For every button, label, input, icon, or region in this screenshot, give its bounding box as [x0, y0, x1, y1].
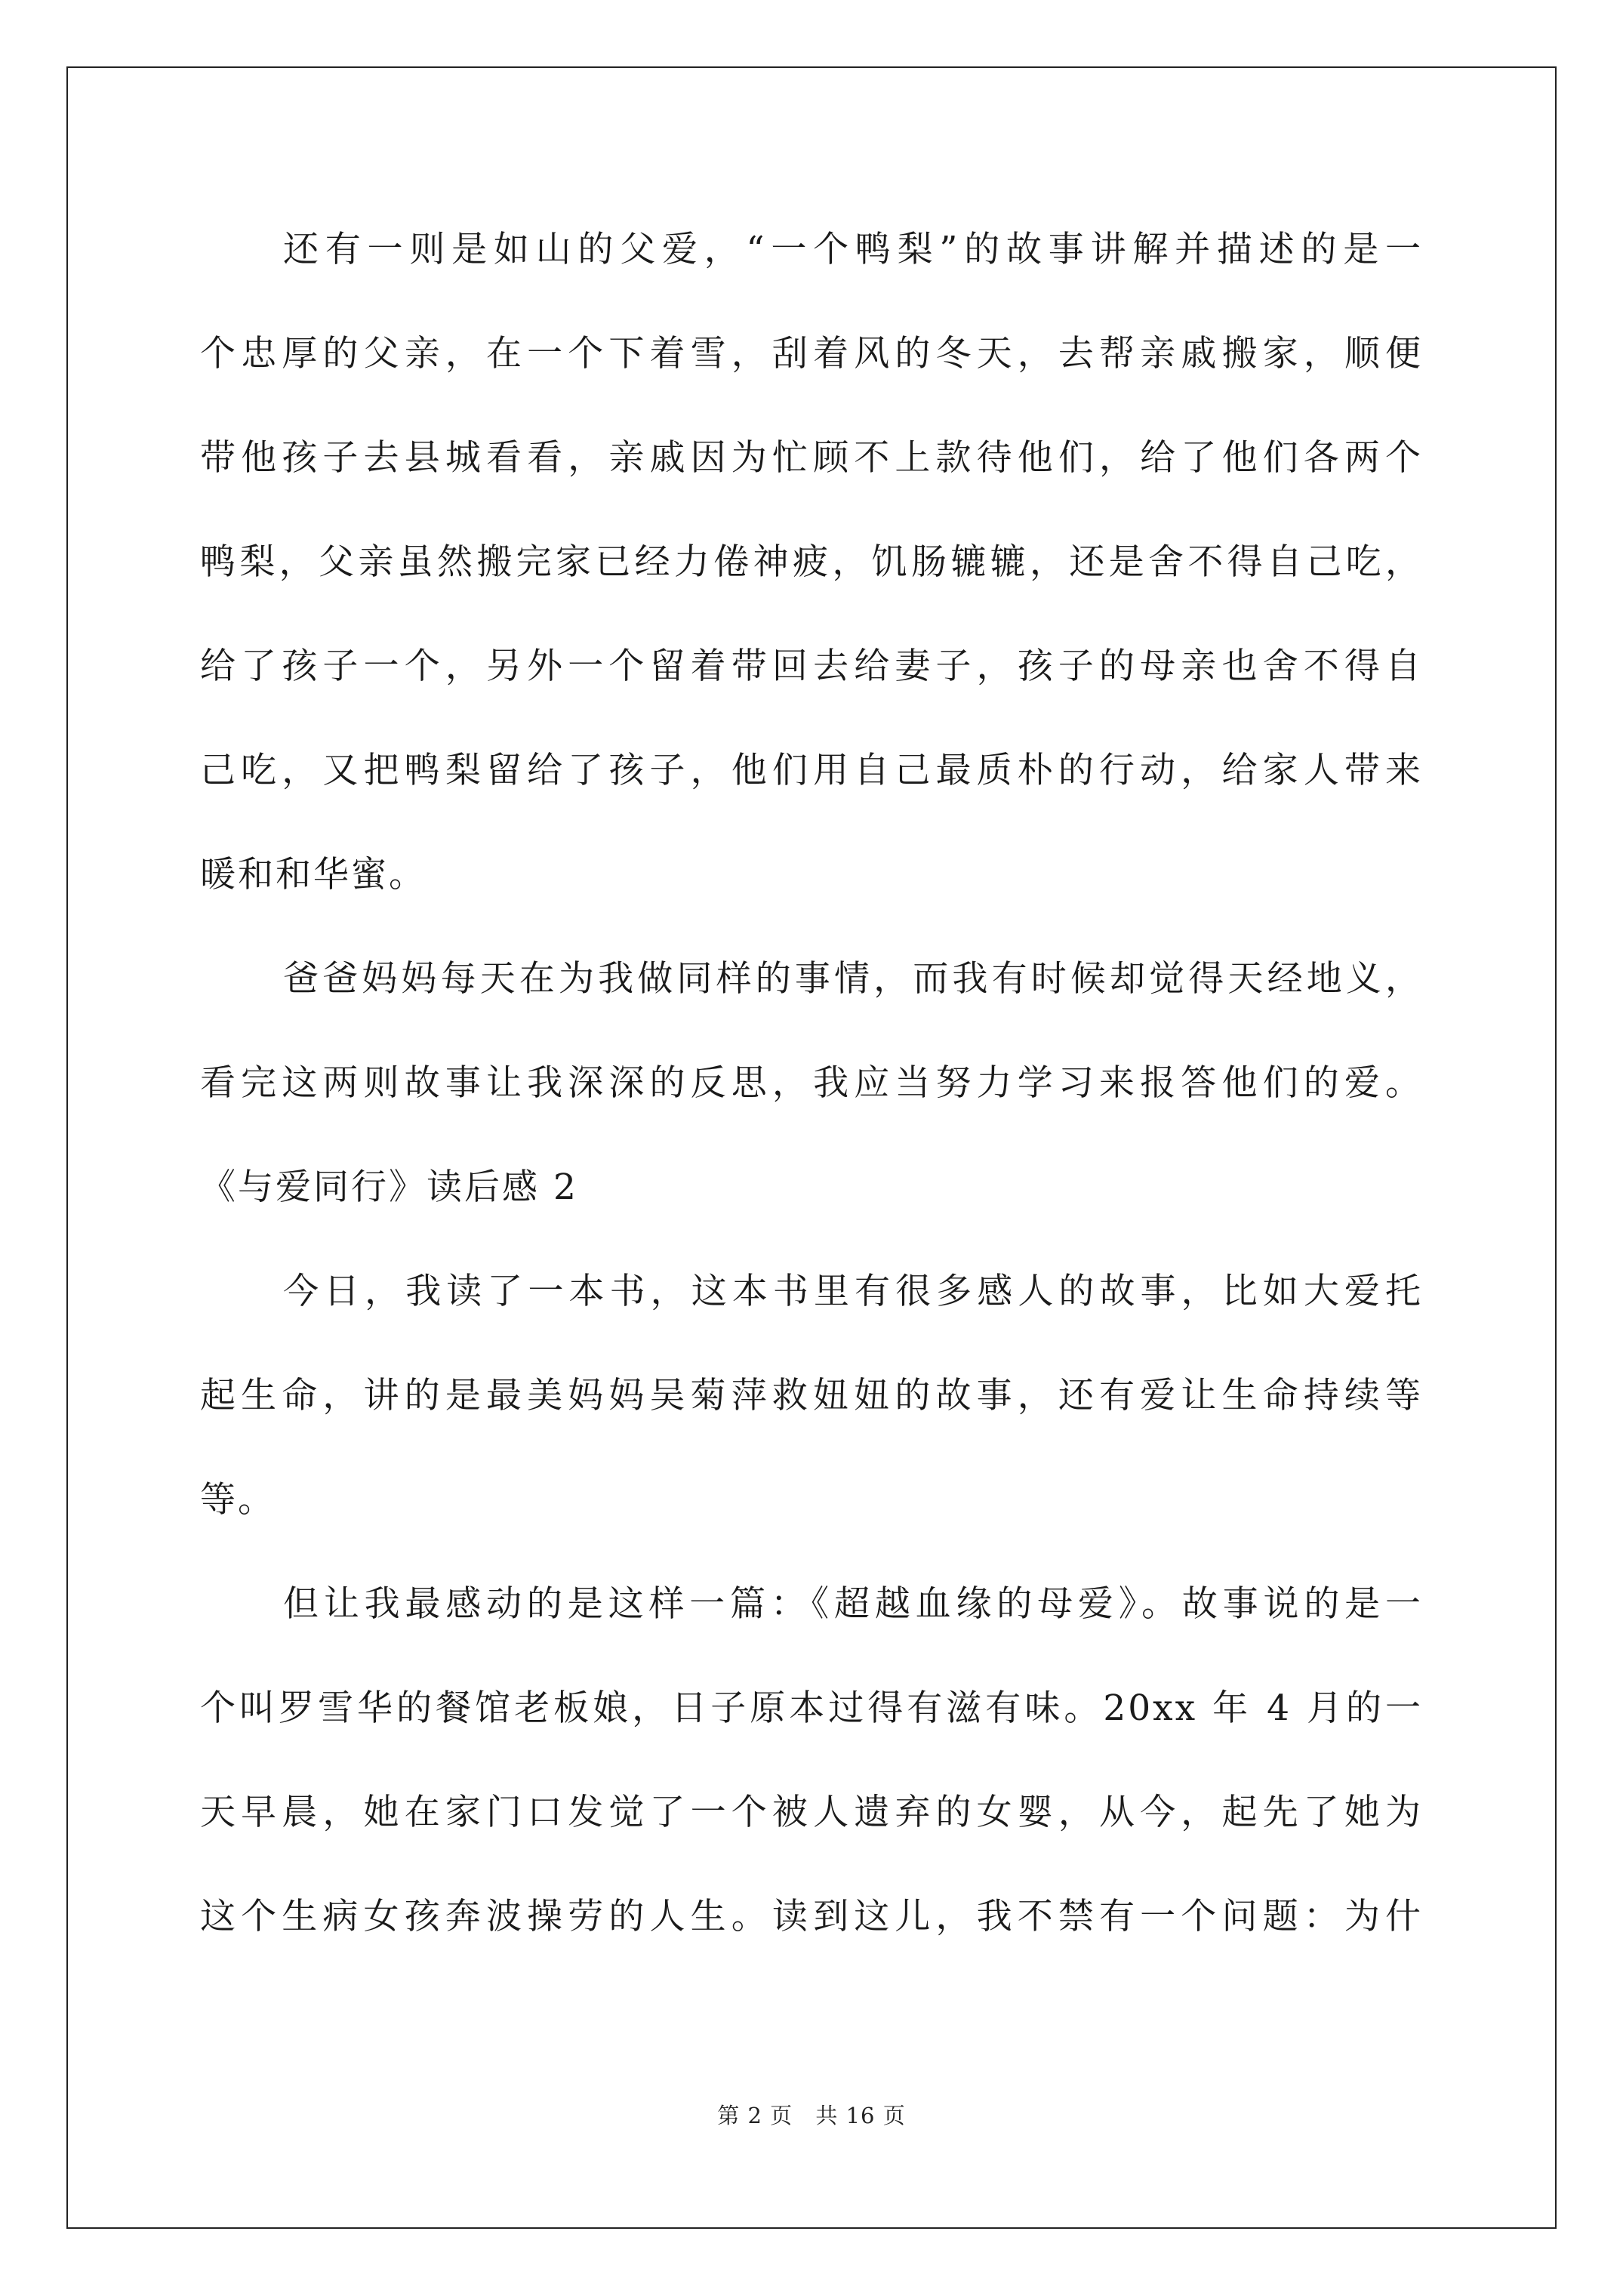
paragraph-line: 看完这两则故事让我深深的反思，我应当努力学习来报答他们的爱。	[200, 1062, 1423, 1104]
paragraph-line: 给了孩子一个，另外一个留着带回去给妻子，孩子的母亲也舍不得自	[200, 646, 1423, 687]
paragraph-line: 己吃，又把鸭梨留给了孩子，他们用自己最质朴的行动，给家人带来	[200, 750, 1423, 791]
page-total: 共 16 页	[815, 2103, 906, 2128]
page-number: 第 2 页	[717, 2103, 793, 2128]
paragraph-line: 鸭梨，父亲虽然搬完家已经力倦神疲，饥肠辘辘，还是舍不得自己吃，	[200, 541, 1423, 583]
paragraph-line: 个忠厚的父亲，在一个下着雪，刮着风的冬天，去帮亲戚搬家，顺便	[200, 333, 1423, 374]
paragraph-line: 等。	[200, 1479, 276, 1521]
paragraph-line: 个叫罗雪华的餐馆老板娘，日子原本过得有滋有味。20xx 年 4 月的一	[200, 1687, 1423, 1729]
paragraph-line: 但让我最感动的是这样一篇：《超越血缘的母爱》。故事说的是一	[283, 1583, 1423, 1625]
paragraph-line: 带他孩子去县城看看，亲戚因为忙顾不上款待他们，给了他们各两个	[200, 437, 1423, 479]
section-heading: 《与爱同行》读后感 2	[200, 1166, 578, 1208]
paragraph-line: 今日，我读了一本书，这本书里有很多感人的故事，比如大爱托	[283, 1271, 1423, 1312]
page-footer	[0, 2093, 1623, 2138]
paragraph-line: 这个生病女孩奔波操劳的人生。读到这儿，我不禁有一个问题：为什	[200, 1896, 1423, 1937]
paragraph-line: 起生命，讲的是最美妈妈吴菊萍救妞妞的故事，还有爱让生命持续等	[200, 1375, 1423, 1416]
paragraph-line: 爸爸妈妈每天在为我做同样的事情，而我有时候却觉得天经地义，	[283, 958, 1423, 1000]
paragraph-line: 天早晨，她在家门口发觉了一个被人遗弃的女婴，从今，起先了她为	[200, 1792, 1423, 1833]
paragraph-line: 暖和和华蜜。	[200, 854, 427, 895]
paragraph-line: 还有一则是如山的父爱，“一个鸭梨”的故事讲解并描述的是一	[283, 229, 1423, 270]
